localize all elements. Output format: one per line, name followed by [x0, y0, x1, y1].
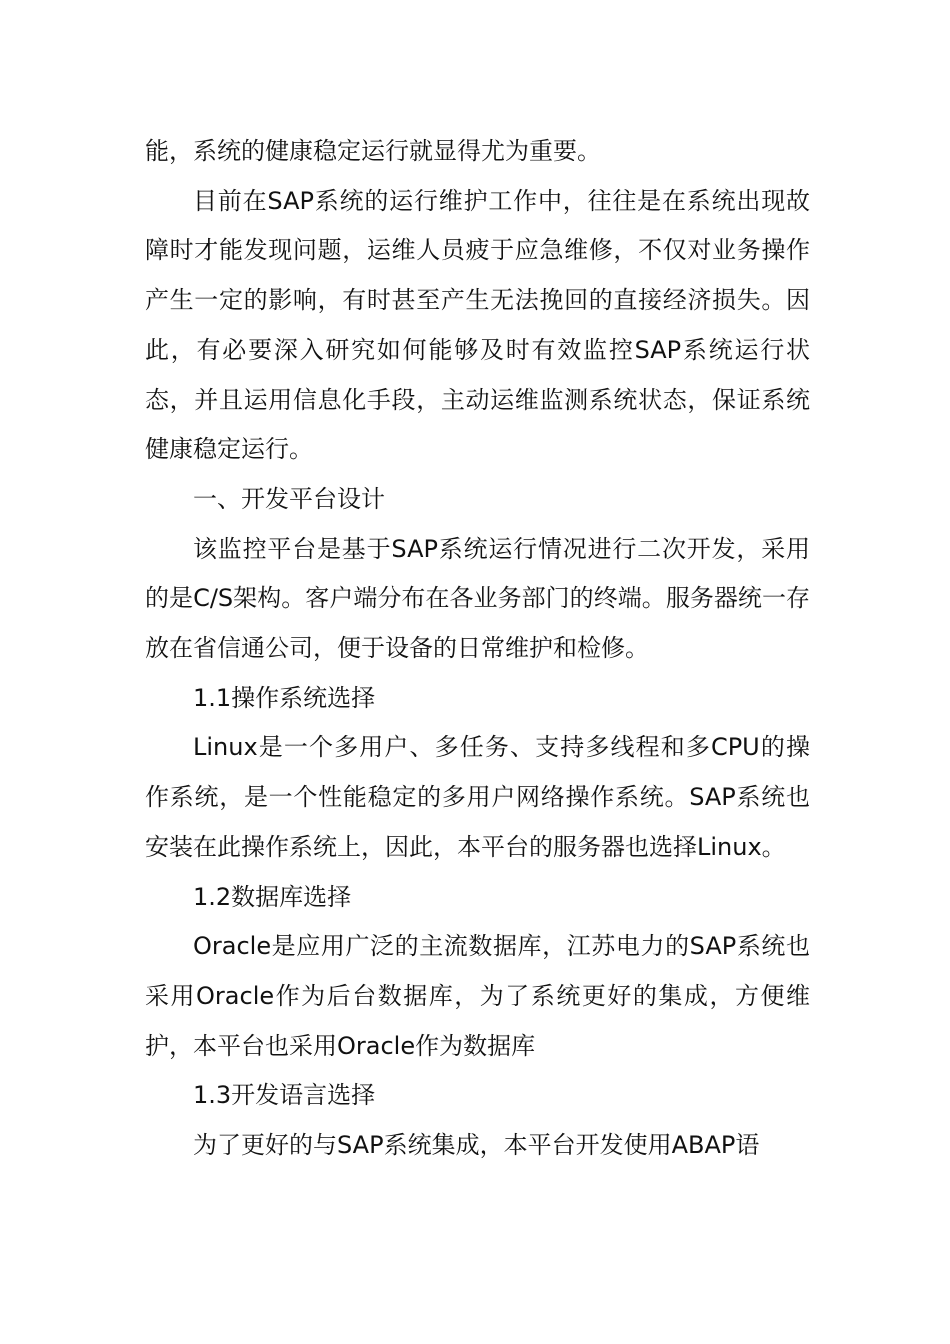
paragraph-language-selection: 为了更好的与SAP系统集成，本平台开发使用ABAP语 — [193, 1131, 760, 1160]
document-body — [145, 127, 810, 1171]
subheading-os-selection: 1.1操作系统选择 — [193, 683, 376, 712]
paragraph-platform-design: 该监控平台是基于SAP系统运行情况进行二次开发，采用的是C/S架构。客户端分布在各业务部门的终端。服务器统一存放在省信通公司，便于设备的日常维护和检修。 — [145, 534, 810, 663]
section-heading-platform-design: 一、开发平台设计 — [193, 484, 385, 513]
paragraph-intro: 目前在SAP系统的运行维护工作中，往往是在系统出现故障时才能发现问题，运维人员疲于应急维修，不仅对业务操作产生一定的影响，有时甚至产生无法挽回的直接经济损失。因此，有必要深入研究如何能够及时有效监控SAP系统运行状态，并且运用信息化手段，主动运维监测系统状态，保证系统健康稳定运行。 — [145, 186, 810, 464]
paragraph-database-selection: Oracle是应用广泛的主流数据库，江苏电力的SAP系统也采用Oracle作为后台数据库，为了系统更好的集成，方便维护，本平台也采用Oracle作为数据库 — [145, 932, 810, 1060]
paragraph-continuation: 能，系统的健康稳定运行就显得尤为重要。 — [145, 137, 601, 165]
subheading-language-selection: 1.3开发语言选择 — [193, 1081, 376, 1110]
paragraph-os-selection: Linux是一个多用户、多任务、支持多线程和多CPU的操作系统，是一个性能稳定的多用户网络操作系统。SAP系统也安装在此操作系统上，因此，本平台的服务器也选择Linux。 — [145, 733, 810, 861]
subheading-database-selection: 1.2数据库选择 — [193, 882, 352, 911]
